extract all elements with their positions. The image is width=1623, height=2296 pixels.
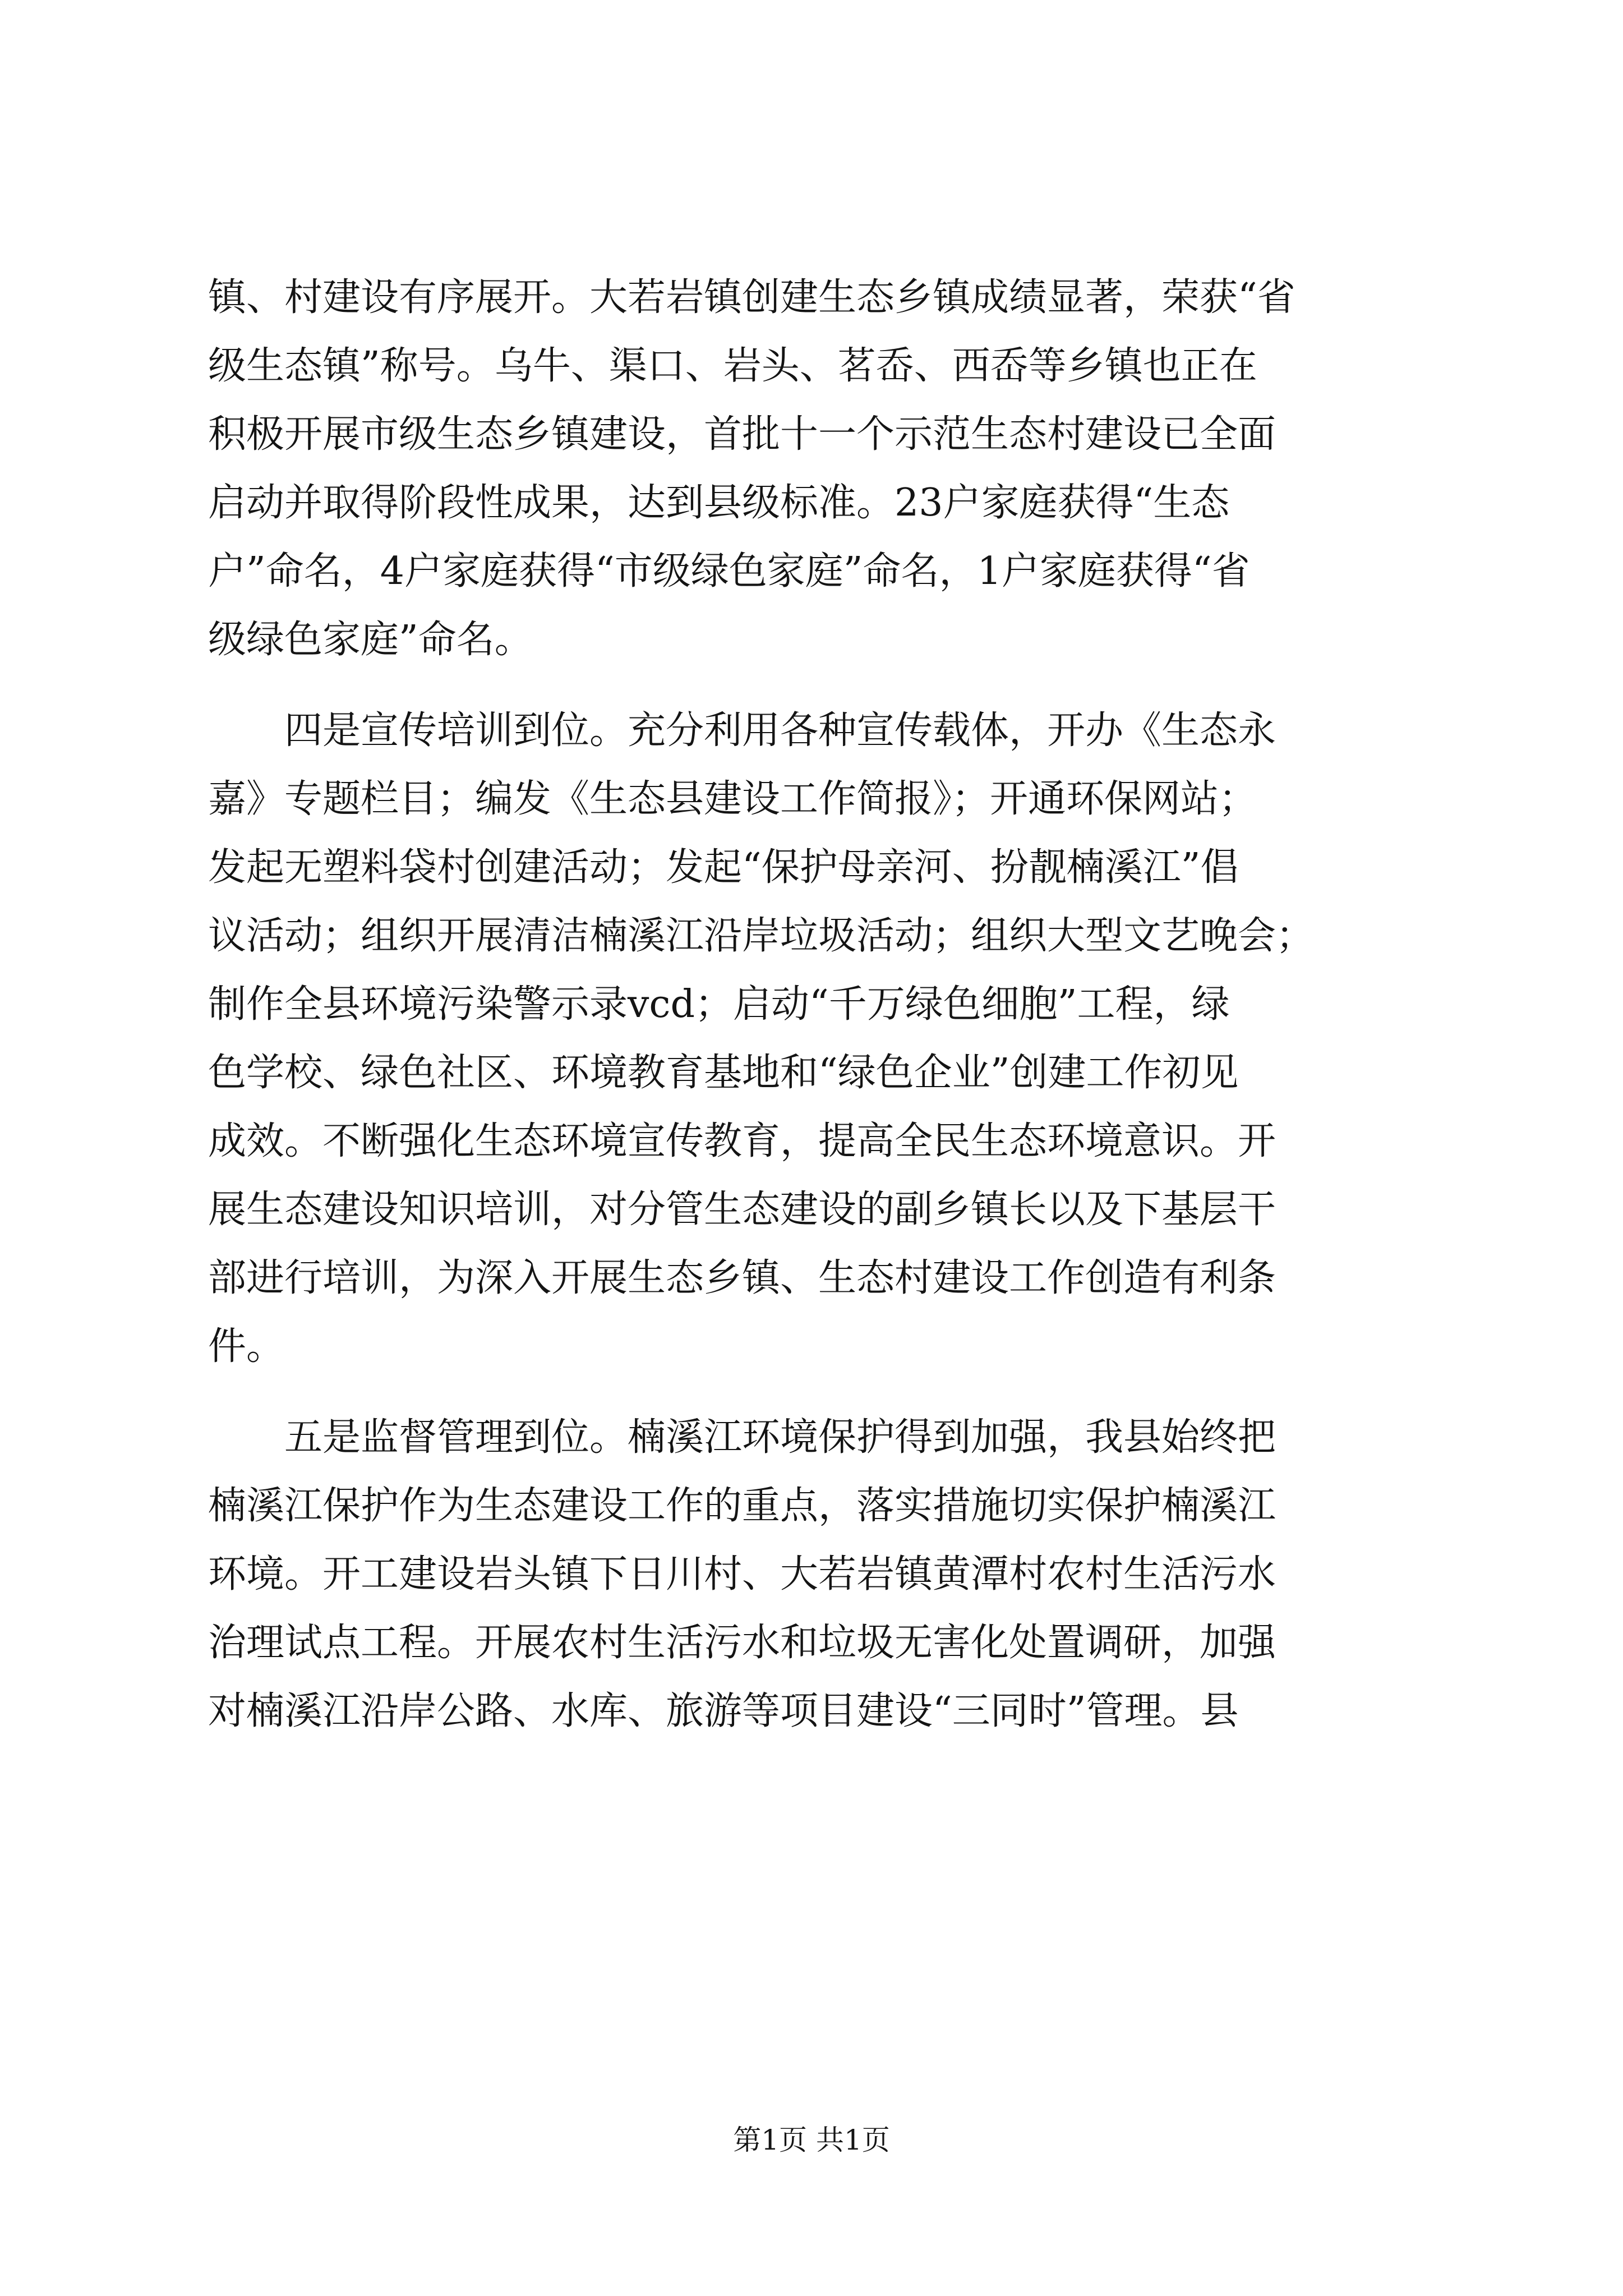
text-line: 制作全县环境污染警示录vcd；启动“千万绿色细胞”工程，绿 <box>208 982 1230 1027</box>
text-line: 议活动；组织开展清洁楠溪江沿岸垃圾活动；组织大型文艺晚会； <box>208 914 1315 958</box>
text-line: 成效。不断强化生态环境宣传教育，提高全民生态环境意识。开 <box>208 1119 1276 1163</box>
text-line: 对楠溪江沿岸公路、水库、旅游等项目建设“三同时”管理。县 <box>208 1689 1239 1733</box>
page-number: 第1页 共1页 <box>733 2124 890 2156</box>
page-footer <box>0 2118 1623 2158</box>
text-line: 治理试点工程。开展农村生活污水和垃圾无害化处置调研，加强 <box>208 1621 1276 1665</box>
text-line: 嘉》专题栏目；编发《生态县建设工作简报》；开通环保网站； <box>208 777 1257 821</box>
text-line: 级生态镇”称号。乌牛、渠口、岩头、茗岙、西岙等乡镇也正在 <box>208 344 1257 388</box>
text-line: 展生态建设知识培训，对分管生态建设的副乡镇长以及下基层干 <box>208 1188 1276 1232</box>
document-body <box>208 264 1417 1746</box>
text-line: 楠溪江保护作为生态建设工作的重点，落实措施切实保护楠溪江 <box>208 1484 1276 1528</box>
text-line: 件。 <box>208 1324 285 1369</box>
paragraph-spacer <box>208 674 1417 697</box>
text-line: 五是监督管理到位。楠溪江环境保护得到加强，我县始终把 <box>208 1415 1276 1460</box>
paragraph-spacer <box>208 1381 1417 1404</box>
text-line: 积极开展市级生态乡镇建设，首批十一个示范生态村建设已全面 <box>208 412 1276 457</box>
text-line: 启动并取得阶段性成果，达到县级标准。23户家庭获得“生态 <box>208 481 1230 525</box>
paragraph-2 <box>208 697 1417 1381</box>
text-line: 色学校、绿色社区、环境教育基地和“绿色企业”创建工作初见 <box>208 1051 1239 1095</box>
text-line: 环境。开工建设岩头镇下日川村、大若岩镇黄潭村农村生活污水 <box>208 1552 1276 1596</box>
text-line: 户”命名，4户家庭获得“市级绿色家庭”命名，1户家庭获得“省 <box>208 549 1250 593</box>
paragraph-1 <box>208 264 1417 674</box>
text-line: 部进行培训，为深入开展生态乡镇、生态村建设工作创造有利条 <box>208 1256 1276 1300</box>
paragraph-3 <box>208 1404 1417 1746</box>
text-line: 四是宣传培训到位。充分利用各种宣传载体，开办《生态永 <box>208 708 1276 753</box>
text-line: 级绿色家庭”命名。 <box>208 618 533 662</box>
text-line: 发起无塑料袋村创建活动；发起“保护母亲河、扮靓楠溪江”倡 <box>208 845 1239 890</box>
text-line: 镇、村建设有序展开。大若岩镇创建生态乡镇成绩显著，荣获“省 <box>208 275 1295 320</box>
